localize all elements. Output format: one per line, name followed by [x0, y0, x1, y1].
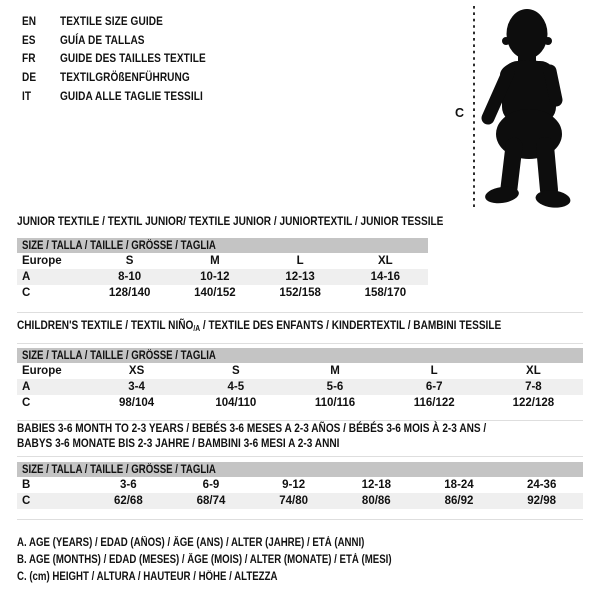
row-label: C [22, 287, 31, 299]
table-cell: 12-13 [285, 271, 315, 283]
table-cell: 140/152 [194, 287, 236, 299]
table-row-europe [17, 253, 428, 269]
table-cell: 110/116 [314, 397, 356, 409]
size-header-bar [17, 238, 428, 253]
table-cell: 98/104 [119, 397, 155, 409]
table-cell: 80/86 [361, 495, 391, 507]
legend-notes [17, 534, 463, 586]
table-row-c [17, 285, 428, 301]
language-code [22, 33, 60, 47]
baby-silhouette [450, 3, 600, 211]
table-cell: S [125, 255, 134, 267]
table-cell: 8-10 [118, 271, 142, 283]
language-code-text: FR [22, 51, 36, 66]
note-c-text: C. (cm) HEIGHT / ALTURA / HAUTEUR / HÖHE / ALTEZZA [17, 571, 278, 584]
row-label: Europe [22, 365, 62, 377]
size-header-text: SIZE / TALLA / TAILLE / GRÖSSE / TAGLIA [22, 463, 216, 476]
table-cell: 74/80 [279, 495, 309, 507]
language-label: GUIDE DES TAILLES TEXTILE [60, 51, 206, 66]
table-cell: 6-7 [425, 381, 443, 393]
size-header-bar [17, 348, 583, 363]
size-header-text: SIZE / TALLA / TAILLE / GRÖSSE / TAGLIA [22, 239, 216, 252]
language-code [22, 89, 60, 103]
table-cell: XS [128, 365, 145, 377]
table-cell: 62/68 [113, 495, 143, 507]
junior-table-title-text: JUNIOR TEXTILE / TEXTIL JUNIOR/ TEXTILE JUNIOR / JUNIORTEXTIL / JUNIOR TESSILE [17, 214, 444, 228]
table-cell: 152/158 [279, 287, 321, 299]
language-code [22, 51, 60, 65]
language-code-text: IT [22, 88, 32, 103]
table-cell: 3-4 [128, 381, 145, 393]
table-cell: 128/140 [108, 287, 151, 299]
size-header-bar [17, 462, 583, 477]
table-cell: 158/170 [364, 287, 407, 299]
table-cell: 24-36 [526, 479, 557, 491]
children-table-title [17, 319, 583, 335]
table-cell: 9-12 [282, 479, 306, 491]
table-row-c [17, 493, 583, 509]
note-b [17, 551, 463, 568]
table-cell: 7-8 [525, 381, 542, 393]
row-label: A [22, 381, 31, 393]
table-cell: 104/110 [215, 397, 257, 409]
language-label: TEXTILGRÖßENFÜHRUNG [60, 70, 190, 85]
note-c [17, 569, 463, 586]
table-cell: M [210, 255, 220, 267]
language-label: GUIDA ALLE TAGLIE TESSILI [60, 88, 203, 103]
note-b-text: B. AGE (MONTHS) / EDAD (MESES) / ÂGE (MOIS) / ALTER (MONATE) / ETÀ (MESI) [17, 553, 392, 566]
table-cell: 122/128 [512, 397, 555, 409]
table-cell: 68/74 [196, 495, 226, 507]
language-code-text: DE [22, 70, 37, 85]
table-row-a [17, 269, 428, 285]
language-row-en [22, 12, 234, 31]
table-row-europe [17, 363, 583, 379]
height-marker-label: C [455, 106, 465, 120]
babies-title-line2: BABYS 3-6 MONATE BIS 2-3 JAHRE / BAMBINI 3-6 MESI A 2-3 ANNI [17, 436, 340, 450]
table-cell: 10-12 [200, 271, 230, 283]
language-code [22, 70, 60, 84]
table-cell: S [231, 365, 240, 377]
table-cell: 92/98 [527, 495, 557, 507]
language-list [22, 12, 234, 105]
row-label: A [22, 271, 31, 283]
children-table [17, 343, 583, 421]
language-code-text: ES [22, 32, 36, 47]
children-table-title-text [17, 319, 501, 335]
junior-textile-section [17, 215, 583, 313]
row-label: B [22, 479, 31, 491]
table-cell: 86/92 [444, 495, 474, 507]
note-a-text: A. AGE (YEARS) / EDAD (AÑOS) / ÂGE (ANS) / ALTER (JAHRE) / ETÀ (ANNI) [17, 536, 365, 549]
size-header-text: SIZE / TALLA / TAILLE / GRÖSSE / TAGLIA [22, 349, 216, 362]
row-label: C [22, 495, 31, 507]
table-cell: XL [378, 255, 393, 267]
baby-shape [484, 9, 571, 209]
junior-table-title [17, 215, 583, 228]
table-cell: L [296, 255, 304, 267]
language-label: TEXTILE SIZE GUIDE [60, 14, 163, 29]
table-cell: 116/122 [413, 397, 455, 409]
babies-table-title [17, 421, 583, 451]
junior-table [17, 238, 583, 313]
table-cell: 4-5 [227, 381, 245, 393]
title-pre: CHILDREN'S TEXTILE / TEXTIL NIÑO [17, 318, 194, 332]
language-row-it [22, 86, 234, 105]
language-row-es [22, 31, 234, 50]
row-label: Europe [22, 255, 62, 267]
language-row-fr [22, 49, 234, 68]
table-cell: M [330, 365, 340, 377]
table-row-a [17, 379, 583, 395]
babies-textile-section [17, 421, 583, 520]
babies-title-line1: BABIES 3-6 MONTH TO 2-3 YEARS / BEBÉS 3-6 MESES A 2-3 AÑOS / BÉBÉS 3-6 MOIS À 2-3 ANS / [17, 421, 487, 435]
table-cell: L [430, 365, 438, 377]
table-row-c [17, 395, 583, 411]
language-label: GUÍA DE TALLAS [60, 32, 145, 47]
babies-table [17, 456, 583, 520]
language-row-de [22, 68, 234, 87]
table-cell: 5-6 [326, 381, 344, 393]
note-a [17, 534, 463, 551]
table-cell: 12-18 [361, 479, 392, 491]
table-cell: 18-24 [444, 479, 474, 491]
children-textile-section [17, 319, 583, 421]
title-subscript: /A [193, 324, 201, 333]
table-cell: XL [526, 365, 541, 377]
table-row-b [17, 477, 583, 493]
table-cell: 6-9 [202, 479, 220, 491]
language-code [22, 14, 60, 28]
table-cell: 3-6 [120, 479, 137, 491]
language-code-text: EN [22, 14, 37, 29]
title-post: / TEXTILE DES ENFANTS / KINDERTEXTIL / BAMBINI TESSILE [200, 318, 502, 332]
row-label: C [22, 397, 31, 409]
table-cell: 14-16 [370, 271, 401, 283]
